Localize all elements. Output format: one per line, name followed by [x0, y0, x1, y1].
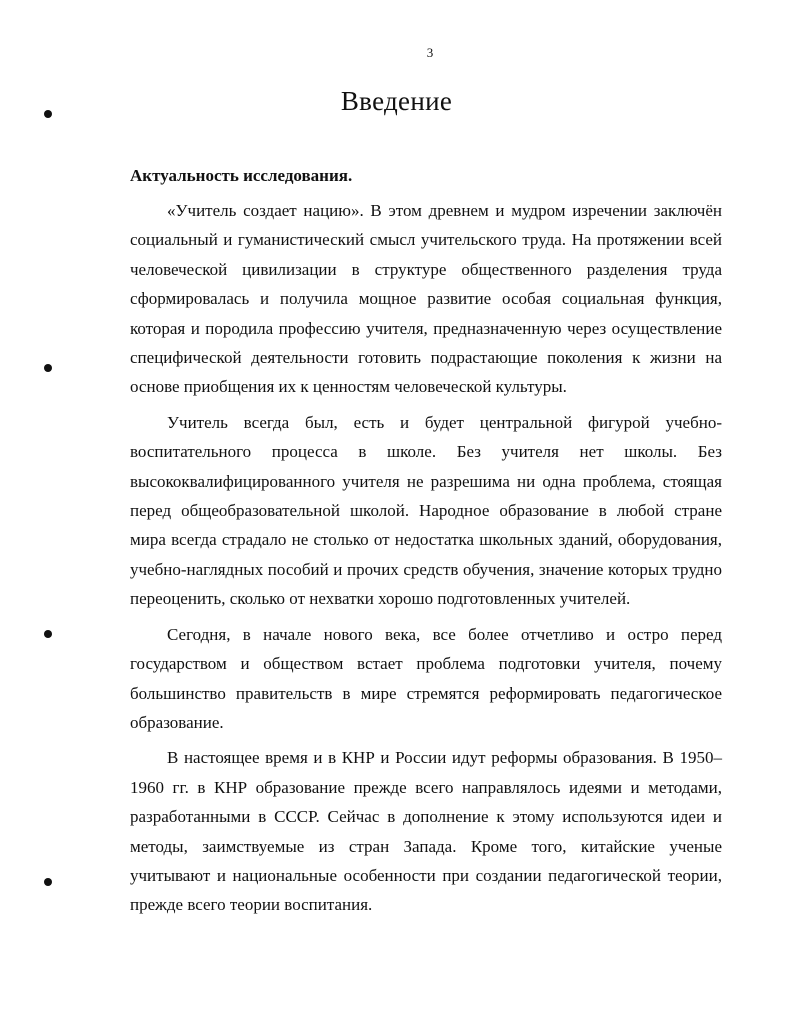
page-number: 3 [426, 45, 434, 60]
paragraph: Учитель всегда был, есть и будет центральной фигурой учебно-воспитательного процесса в школе. Без учителя нет школы. Без высококвалифицированного учителя не разрешима ни одна проблема, стоящая перед общеобразовательной школой. Народное образование в любой стране мира всегда страдало не столько от недостатка школьных зданий, оборудования, учебно-наглядных пособий и прочих средств обучения, значение которых трудно переоценить, сколько от нехватки хорошо подготовленных учителей. [130, 412, 722, 609]
paragraph: В настоящее время и в КНР и России идут реформы образования. В 1950–1960 гг. в КНР образование прежде всего направлялось идеями и методами, разработанными в СССР. Сейчас в дополнение к этому используются идеи и методы, заимствуемые из стран Запада. Кроме того, китайские ученые учитывают и национальные особенности при создании педагогической теории, прежде всего теории воспитания. [130, 748, 722, 915]
body-text [130, 196, 722, 926]
binding-hole-mark [44, 878, 52, 886]
paragraph: «Учитель создает нацию». В этом древнем и мудром изречении заключён социальный и гуманистический смысл учительского труда. На протяжении всей человеческой цивилизации в структуре общественного разделения труда сформировалась и получила мощное развитие особая социальная функция, которая и породила профессию учителя, предназначенную через осуществление специфической деятельности готовить подрастающие поколения к жизни на основе приобщения их к ценностям человеческой культуры. [130, 201, 722, 397]
page-title: Введение [340, 86, 453, 116]
paragraph: Сегодня, в начале нового века, все более отчетливо и остро перед государством и обществом встает проблема подготовки учителя, почему большинство правительств в мире стремятся реформировать педагогическое образование. [130, 624, 722, 732]
binding-hole-mark [44, 364, 52, 372]
binding-hole-mark [44, 630, 52, 638]
section-heading: Актуальность исследования. [130, 166, 353, 185]
